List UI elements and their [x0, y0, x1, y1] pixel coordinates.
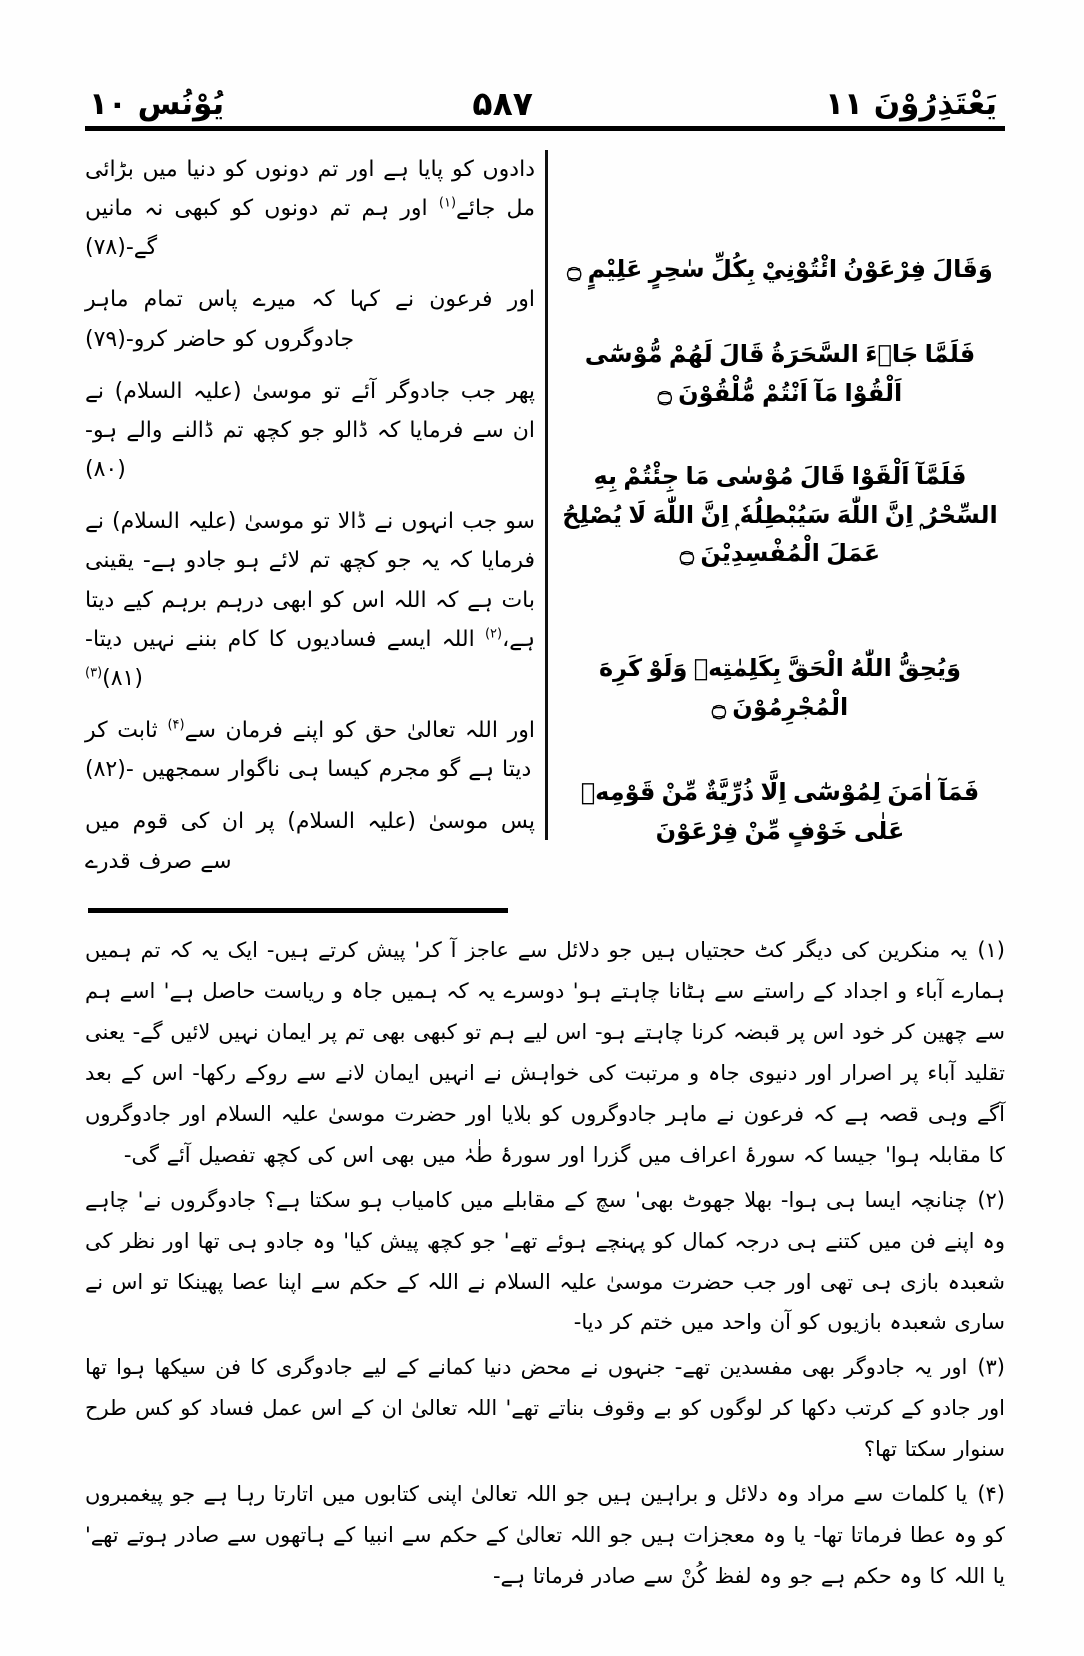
verse-gap: [555, 289, 1005, 335]
footnote-ref-1: (۱): [438, 195, 457, 211]
footnote-text: اور یہ جادوگر بھی مفسدین تھے- جنہوں نے محض دنیا کمانے کے لیے جادوگری کا فن سیکھا ہوا تھا اور جادو کے کرتب دکھا کر لوگوں کو بے وقوف بناتے تھے' اللہ تعالیٰ ان کے اس عمل فساد کو کس طرح سنوار سکتا تھا؟: [85, 1355, 1005, 1462]
juz-label: يَعْتَذِرُوْنَ ١١: [825, 86, 997, 122]
translation-block-79: [85, 280, 535, 358]
ayah-83: فَمَآ اٰمَنَ لِمُوْسٰٓى اِلَّا ذُرِّيَّةٌ مِّنْ قَوْمِهٖ عَلٰى خَوْفٍ مِّنْ فِرْعَوْنَ: [580, 778, 980, 845]
verse-gap: [555, 727, 1005, 773]
footnote-1: [85, 930, 1005, 1176]
footnote-text: چنانچہ ایسا ہی ہوا- بھلا جھوٹ بھی' سچ کے مقابلے میں کامیاب ہو سکتا ہے؟ جادوگروں نے' چاہے وہ اپنے فن میں کتنے ہی درجہ کمال کو پہنچے ہوئے تھے' جو کچھ پیش کیا' وہ جادو ہی تھا اور نظر کی شعبدہ بازی ہی تھی اور جب حضرت موسیٰ علیہ السلام نے اللہ کے حکم سے اپنا عصا پھینکا تو اس نے ساری شعبدہ بازیوں کو آن واحد میں ختم کر دیا-: [85, 1187, 1005, 1335]
translation-block-81: [85, 502, 535, 698]
verse-gap: [555, 573, 1005, 649]
ayah-81: فَلَمَّآ اَلْقَوْا قَالَ مُوْسٰى مَا جِئْتُمْ بِهِ السِّحْرُ ۭ اِنَّ اللّٰهَ سَيُبْطِلُهٗ ۭ اِنَّ اللّٰهَ لَا يُصْلِحُ عَمَلَ الْمُفْسِدِيْنَ ۝: [562, 461, 998, 568]
column-divider-rule: [545, 150, 548, 840]
page-number: ۵۸۷: [472, 84, 533, 123]
footnote-marker: (۳): [977, 1355, 1005, 1380]
translation-block-80: [85, 372, 535, 489]
body-columns: [85, 146, 1005, 874]
footnote-ref-3: (۳): [85, 665, 103, 681]
footnote-3: [85, 1347, 1005, 1470]
surah-label: يُوْنُس ١٠: [89, 86, 225, 122]
translation-text-cont: ثابت کر دیتا ہے گو مجرم کیسا ہی ناگوار سمجھیں -(۸۲): [85, 718, 532, 783]
page-header: [85, 58, 1003, 123]
translation-text: اور اللہ تعالیٰ حق کو اپنے فرمان سے: [184, 718, 535, 744]
ayah-79: وَقَالَ فِرْعَوْنُ ائْتُوْنِيْ بِكُلِّ سٰحِرٍ عَلِيْمٍ ۝: [567, 255, 993, 283]
footnotes-section: [85, 930, 1005, 1601]
translation-text: دادوں کو پایا ہے اور تم دونوں کو دنیا میں بڑائی مل جائے: [85, 157, 535, 222]
translation-text: پھر جب جادوگر آئے تو موسیٰ (علیہ السلام) نے ان سے فرمایا کہ ڈالو جو کچھ تم ڈالنے والے ہو-(۸۰): [85, 378, 535, 483]
footnote-ref-4: (۴): [167, 717, 185, 733]
arabic-verses-column: [555, 146, 1005, 846]
translation-text: پس موسیٰ (علیہ السلام) پر ان کی قوم میں سے صرف قدرے: [85, 809, 535, 874]
translation-block-83: [85, 802, 535, 880]
footnote-marker: (۱): [977, 938, 1005, 962]
ayah-82: وَيُحِقُّ اللّٰهُ الْحَقَّ بِكَلِمٰتِهٖ وَلَوْ كَرِهَ الْمُجْرِمُوْنَ ۝: [598, 654, 962, 722]
footnote-ref-2: (۲): [484, 626, 503, 642]
footnote-divider-rule: [88, 908, 508, 913]
footnote-4: [85, 1474, 1005, 1597]
verse-gap: [555, 413, 1005, 457]
translation-text-cont: اور ہم تم دونوں کو کبھی نہ مانیں گے-(۷۸): [85, 196, 439, 261]
translation-text-cont: اللہ ایسے فسادیوں کا کام بننے نہیں دیتا- (۸۱): [85, 626, 485, 691]
translation-text: اور فرعون نے کہا کہ میرے پاس تمام ماہر جادوگروں کو حاضر کرو-(۷۹): [85, 287, 535, 352]
translation-block-78: [85, 150, 535, 267]
footnote-marker: (۲): [977, 1187, 1005, 1212]
ayah-80: فَلَمَّا جَاۤءَ السَّحَرَةُ قَالَ لَهُمْ مُّوْسٰٓى اَلْقُوْا مَآ اَنْتُمْ مُّلْقُوْنَ ۝: [584, 339, 976, 407]
footnote-text: یا کلمات سے مراد وہ دلائل و براہین ہیں جو اللہ تعالیٰ اپنی کتابوں میں اتارتا رہا ہے جو پیغمبروں کو وہ عطا فرماتا تھا- یا وہ معجزات ہیں جو اللہ تعالیٰ کے حکم سے انبیا کے ہاتھوں سے صادر ہوتے تھے' یا اللہ کا وہ حکم ہے جو وہ لفظ کُنْ سے صادر فرماتا ہے-: [85, 1482, 1005, 1589]
translation-text: سو جب انہوں نے ڈالا تو موسیٰ (علیہ السلام) نے فرمایا کہ یہ جو کچھ تم لائے ہو جادو ہے- یقینی بات ہے کہ اللہ اس کو ابھی درہم برہم کیے دیتا ہے،: [85, 509, 535, 652]
footnote-2: [85, 1180, 1005, 1344]
translation-block-82: [85, 711, 535, 789]
urdu-translation-column: [85, 146, 535, 874]
footnote-marker: (۴): [977, 1482, 1005, 1507]
footnote-text: یہ منکرین کی دیگر کٹ حجتیاں ہیں جو دلائل سے عاجز آ کر' پیش کرتے ہیں- ایک یہ کہ تم ہمیں ہمارے آباء و اجداد کے راستے سے ہٹانا چاہتے ہو' دوسرے یہ کہ ہمیں جاہ و ریاست حاصل ہے' اسے ہم سے چھین کر خود اس پر قبضہ کرنا چاہتے ہو- اس لیے ہم تو کبھی بھی تم پر ایمان نہیں لائیں گے- یعنی تقلید آباء پر اصرار اور دنیوی جاہ و مرتبت کی خواہش نے انہیں ایمان لانے سے روکے رکھا- اس کے بعد آگے وہی قصہ ہے کہ فرعون نے ماہر جادوگروں کو بلایا اور حضرت موسیٰ علیہ السلام اور جادوگروں کا مقابلہ ہوا' جیسا کہ سورۂ اعراف میں گزرا اور سورۂ طٰہٰ میں بھی اس کی کچھ تفصیل آئے گی-: [85, 938, 1005, 1167]
header-divider-rule: [85, 126, 1005, 131]
